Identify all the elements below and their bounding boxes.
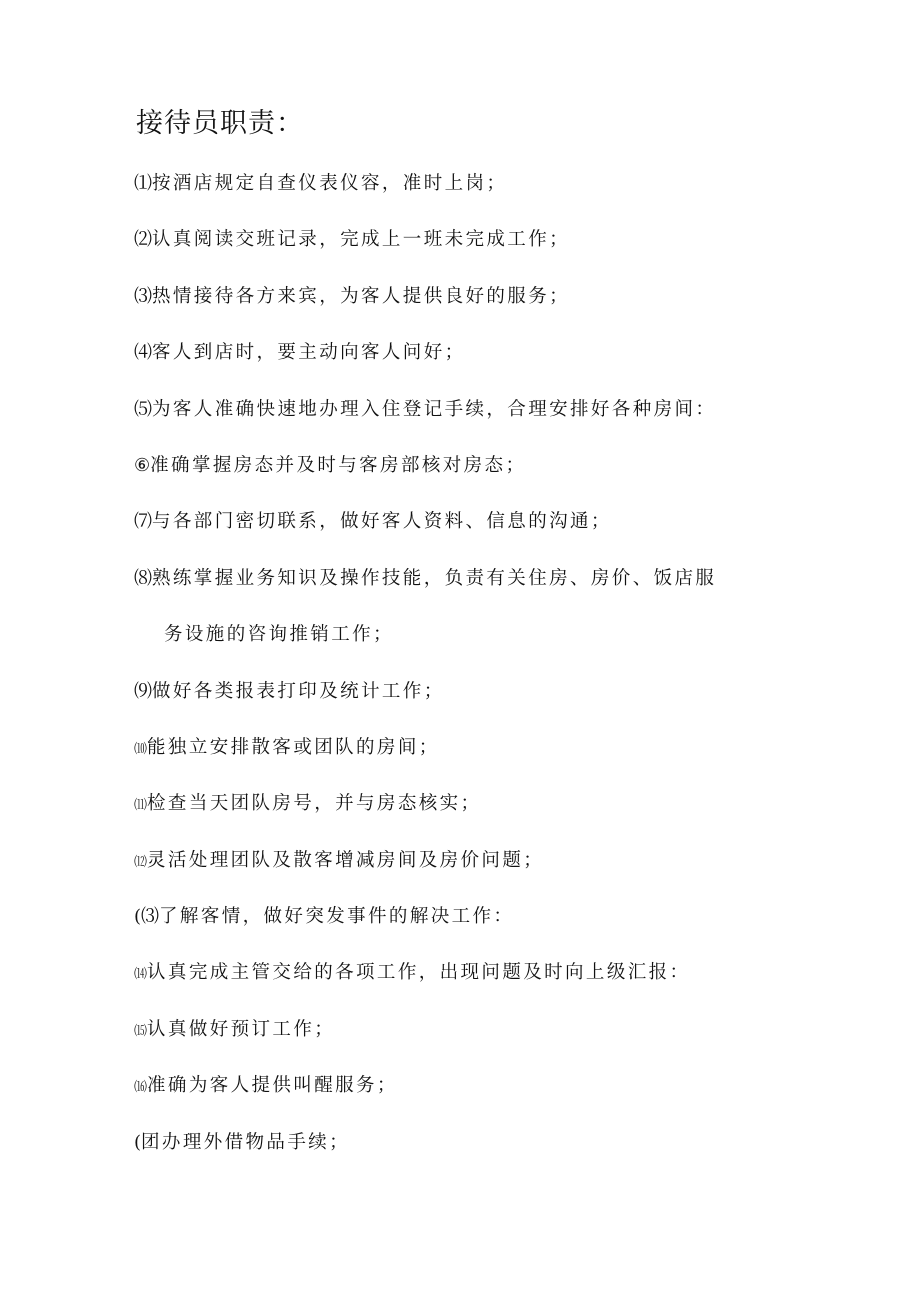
list-item bbox=[134, 674, 834, 730]
list-item bbox=[134, 166, 834, 222]
item-text: 了解客情，做好突发事件的解决工作： bbox=[159, 906, 515, 928]
item-marker: ⑺ bbox=[134, 511, 152, 533]
list-item bbox=[134, 561, 834, 617]
item-marker: ⒂ bbox=[134, 1023, 148, 1039]
list-item bbox=[134, 279, 834, 335]
list-item bbox=[134, 955, 834, 1011]
item-marker: ⑷ bbox=[134, 342, 152, 364]
item-text: 检查当天团队房号，并与房态核实； bbox=[147, 793, 482, 815]
list-item bbox=[134, 222, 834, 278]
item-marker: ⑻ bbox=[134, 567, 152, 589]
item-text: 为客人准确快速地办理入住登记手续，合理安排好各种房间： bbox=[152, 398, 717, 420]
item-text: 熟练掌握业务知识及操作技能，负责有关住房、房价、饭店服 bbox=[152, 567, 717, 589]
item-text: 做好各类报表打印及统计工作； bbox=[152, 680, 445, 702]
list-item bbox=[134, 448, 834, 504]
item-marker: ⑽ bbox=[134, 741, 148, 757]
item-text: 热情接待各方来宾，为客人提供良好的服务； bbox=[152, 285, 571, 307]
item-marker: ⑸ bbox=[134, 398, 152, 420]
list-item bbox=[134, 335, 834, 391]
item-text: 准确掌握房态并及时与客房部核对房态； bbox=[150, 454, 527, 476]
item-text: 客人到店时，要主动向客人问好； bbox=[152, 342, 466, 364]
duty-list bbox=[134, 166, 834, 1181]
item-marker: ⒃ bbox=[134, 1080, 148, 1096]
list-item bbox=[134, 392, 834, 448]
item-text: 认真做好预订工作； bbox=[147, 1018, 336, 1040]
item-marker: ⑥ bbox=[134, 454, 151, 476]
list-item bbox=[134, 899, 834, 955]
item-marker: ⑶ bbox=[134, 285, 152, 307]
item-text: 团办理外借物品手续； bbox=[141, 1131, 351, 1153]
item-text: 与各部门密切联系，做好客人资料、信息的沟通； bbox=[152, 511, 612, 533]
item-text: 认真阅读交班记录，完成上一班未完成工作； bbox=[152, 229, 571, 251]
item-text: 能独立安排散客或团队的房间； bbox=[147, 736, 440, 758]
item-text: 认真完成主管交给的各项工作，出现问题及时向上级汇报： bbox=[147, 962, 691, 984]
item-text: 灵活处理团队及散客增减房间及房价问题； bbox=[147, 849, 545, 871]
page-title: 接待员职责： bbox=[136, 108, 304, 139]
item-marker: ⑾ bbox=[134, 798, 148, 814]
list-item bbox=[134, 504, 834, 560]
item-marker: ⑼ bbox=[134, 680, 152, 702]
list-item bbox=[134, 1012, 834, 1068]
item-marker: (⑶ bbox=[134, 906, 160, 928]
list-item bbox=[134, 843, 834, 899]
list-item bbox=[134, 1125, 834, 1181]
item-marker: ⒁ bbox=[134, 967, 148, 983]
list-item bbox=[134, 786, 834, 842]
item-marker: ( bbox=[134, 1131, 142, 1153]
item-text: 按酒店规定自查仪表仪容，准时上岗； bbox=[152, 173, 508, 194]
list-item bbox=[134, 730, 834, 786]
item-marker: ⑴ bbox=[134, 173, 152, 194]
list-item bbox=[134, 1068, 834, 1124]
item-text: 准确为客人提供叫醒服务； bbox=[147, 1075, 398, 1097]
item-marker: ⑿ bbox=[134, 854, 148, 870]
item-text: 务设施的咨询推销工作； bbox=[164, 624, 394, 646]
item-marker: ⑵ bbox=[134, 229, 152, 251]
list-item-continuation bbox=[134, 617, 834, 673]
